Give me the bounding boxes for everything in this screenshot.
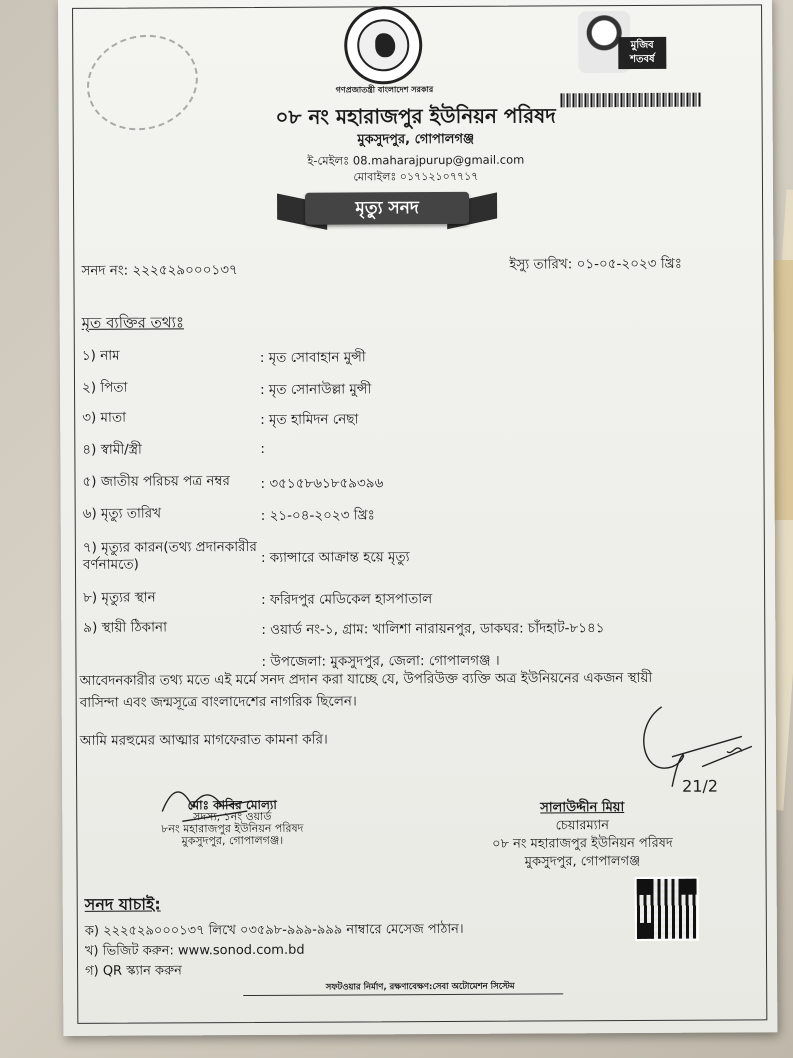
issue-date: ইস্যু তারিখ: ০১-০৫-২০২৩ খ্রিঃ xyxy=(509,255,682,273)
row-value: : মৃত হামিদন নেছা xyxy=(260,411,359,428)
row-label: ৬) মৃত্যু তারিখ xyxy=(82,505,162,522)
svg-text:21/2: 21/2 xyxy=(682,776,719,796)
verification-sms: ক) ২২২৫২৯০০০১৩৭ লিখে ০৩৫৯৮-৯৯৯-৯৯৯ নাম্বারে মেসেজ পাঠান। xyxy=(84,921,464,939)
row-label: ৪) স্বামী/স্ত্রী xyxy=(82,441,142,458)
row-label: ৮) মৃত্যুর স্থান xyxy=(83,589,156,606)
union-title: ০৮ নং মহারাজপুর ইউনিয়ন পরিষদ xyxy=(275,103,556,129)
row-label: ২) পিতা xyxy=(81,379,128,396)
mujib-logo: মুজিব শতবর্ষ xyxy=(618,37,666,69)
signature-member xyxy=(132,799,332,848)
government-label: গণপ্রজাতন্ত্রী বাংলাদেশ সরকার xyxy=(335,85,434,95)
row-label: ৫) জাতীয় পরিচয় পত্র নম্বর xyxy=(82,473,230,490)
row-label: ৯) স্থায়ী ঠিকানা xyxy=(83,619,168,636)
row-value: : মৃত সোনাউল্লা মুন্সী xyxy=(260,381,372,398)
chairman-role: চেয়ারম্যান xyxy=(555,818,610,834)
row-label: ১) নাম xyxy=(81,347,120,364)
statement-line-1: আবেদনকারীর তথ্য মতে এই মর্মে সনদ প্রদান করা যাচ্ছে যে, উপরিউক্ত ব্যক্তি অত্র ইউনিয়নের একজন স্থায়ী xyxy=(79,669,653,689)
footer-credit: সফটওয়ার নির্মাণ, রক্ষণাবেক্ষণ:সেবা অটোমেশন সিস্টেম xyxy=(325,981,515,993)
row-value: : ক্যান্সারে আক্রান্ত হয়ে মৃত্যু xyxy=(260,549,410,566)
handwritten-signature-right xyxy=(602,696,763,807)
member-name: মোঃ কাবির মোল্যা xyxy=(187,797,277,813)
row-value: : ওয়ার্ড নং-১, গ্রাম: খালিশা নারায়নপুর, ডাকঘর: চাঁদহাট-৮১৪১ xyxy=(261,620,605,638)
union-mobile: মোবাইলঃ ০১৭১২১০৭৭১৭ xyxy=(353,169,479,184)
qr-code-icon xyxy=(635,877,699,941)
member-union: ৮নং মহারাজপুর ইউনিয়ন পরিষদ xyxy=(161,821,304,836)
chairman-place: মুকসুদপুর, গোপালগঞ্জ xyxy=(524,853,641,870)
row-value: : ফরিদপুর মেডিকেল হাসপাতাল xyxy=(261,591,433,608)
row-label: ৭) মৃত্যুর কারন(তথ্য প্রদানকারীর বর্ণনামতে) xyxy=(82,538,257,573)
member-place: মুকসুদপুর, গোপালগঞ্জ। xyxy=(181,833,284,848)
certificate-title: মৃত্যু সনদ xyxy=(305,192,469,225)
signature-chairman xyxy=(462,799,702,872)
row-value: : উপজেলা: মুকসুদপুর, জেলা: গোপালগঞ্জ । xyxy=(261,652,500,670)
sanad-number: সনদ নং: ২২২৫২৯০০০১৩৭ xyxy=(81,262,238,279)
row-value: : xyxy=(260,440,265,457)
verification-website: খ) ভিজিট করুন: www.sonod.com.bd xyxy=(84,942,305,959)
union-address: মুকসুদপুর, গোপালগঞ্জ xyxy=(357,131,475,148)
row-label: ৩) মাতা xyxy=(82,409,127,426)
union-email: ই-মেইলঃ 08.maharajpurup@gmail.com xyxy=(307,152,525,168)
prayer-text: আমি মরহুমের আত্মার মাগফেরাত কামনা করি। xyxy=(79,731,328,749)
member-role: সদস্য, ১নং ওয়ার্ড xyxy=(193,809,272,824)
chairman-union: ০৮ নং মহারাজপুর ইউনিয়ন পরিষদ xyxy=(492,835,673,852)
statement-line-2: বাসিন্দা এবং জন্মসূত্রে বাংলাদেশের নাগরিক ছিলেন। xyxy=(79,693,357,711)
verification-title: সনদ যাচাই: xyxy=(84,894,161,914)
row-value: : মৃত সোবাহান মুন্সী xyxy=(259,349,366,366)
death-certificate xyxy=(58,0,777,1036)
government-emblem-icon xyxy=(344,6,422,84)
chairman-name: সালাউদ্দীন মিয়া xyxy=(540,800,625,816)
row-value: : ২১-০৪-২০২৩ খ্রিঃ xyxy=(260,507,375,524)
verification-qr: গ) QR স্ক্যান করুন xyxy=(85,963,182,979)
row-value: : ৩৫১৫৮৬১৮৫৯৩৯৬ xyxy=(260,475,384,492)
section-title: মৃত ব্যক্তির তথ্যঃ xyxy=(81,313,184,332)
